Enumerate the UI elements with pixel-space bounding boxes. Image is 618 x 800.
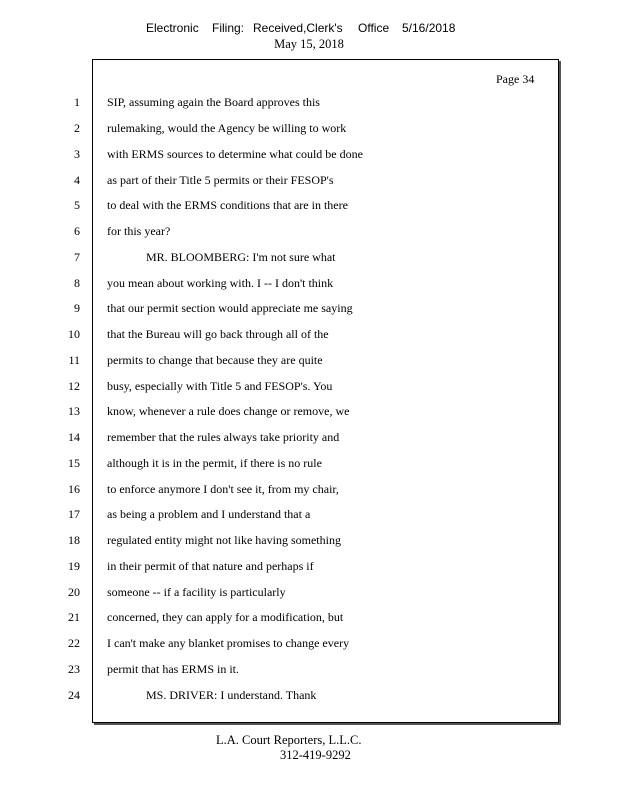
stamp-word-filing: Filing:	[212, 21, 245, 35]
line-number: 2	[74, 121, 80, 135]
transcript-line: permit that has ERMS in it.	[107, 662, 239, 676]
line-number: 17	[68, 507, 80, 521]
line-number: 22	[68, 636, 80, 650]
line-number: 15	[68, 456, 80, 470]
filing-stamp	[0, 20, 618, 36]
transcript-line: for this year?	[107, 224, 171, 238]
stamp-word-received: Received,Clerk's	[253, 21, 343, 35]
line-number: 3	[74, 147, 80, 161]
transcript-line: concerned, they can apply for a modification, but	[107, 610, 344, 624]
transcript-line: regulated entity might not like having something	[107, 533, 341, 547]
transcript-line: remember that the rules always take priority and	[107, 430, 340, 444]
transcript-line: to deal with the ERMS conditions that are in there	[107, 198, 348, 212]
line-number: 6	[74, 224, 80, 238]
transcript-line: busy, especially with Title 5 and FESOP's. You	[107, 379, 333, 393]
transcript-line: know, whenever a rule does change or remove, we	[107, 404, 350, 418]
line-number: 19	[68, 559, 80, 573]
transcript-line: as being a problem and I understand that a	[107, 507, 311, 521]
page-number: Page 34	[496, 72, 535, 86]
line-number: 11	[68, 353, 80, 367]
transcript-line: rulemaking, would the Agency be willing to work	[107, 121, 347, 135]
line-number: 20	[68, 585, 80, 599]
line-number: 7	[74, 250, 80, 264]
transcript-line: someone -- if a facility is particularly	[107, 585, 286, 599]
line-number: 14	[68, 430, 80, 444]
line-number: 18	[68, 533, 80, 547]
transcript-line: SIP, assuming again the Board approves this	[107, 95, 320, 109]
transcript-line-speaker: MS. DRIVER: I understand. Thank	[146, 688, 317, 702]
court-reporter-company: L.A. Court Reporters, L.L.C.	[216, 733, 362, 747]
stamp-date: 5/16/2018	[402, 21, 456, 35]
stamp-word-office: Office	[358, 21, 390, 35]
transcript-line: I can't make any blanket promises to change every	[107, 636, 350, 650]
line-number: 23	[68, 662, 80, 676]
transcript-line: as part of their Title 5 permits or their FESOP's	[107, 173, 334, 187]
court-reporter-phone: 312-419-9292	[280, 748, 351, 762]
line-number: 1	[74, 95, 80, 109]
transcript-line: to enforce anymore I don't see it, from my chair,	[107, 482, 339, 496]
line-number: 4	[74, 173, 80, 187]
transcript-line: that our permit section would appreciate me saying	[107, 301, 353, 315]
transcript-line: in their permit of that nature and perhaps if	[107, 559, 314, 573]
line-number: 12	[68, 379, 80, 393]
transcript-line: that the Bureau will go back through all of the	[107, 327, 329, 341]
transcript-date: May 15, 2018	[274, 37, 344, 51]
line-number: 16	[68, 482, 80, 496]
line-number: 24	[68, 688, 80, 702]
stamp-word-electronic: Electronic	[146, 21, 199, 35]
transcript-line-speaker: MR. BLOOMBERG: I'm not sure what	[146, 250, 336, 264]
line-number: 21	[68, 610, 80, 624]
line-number: 9	[74, 301, 80, 315]
transcript-line: you mean about working with. I -- I don't think	[107, 276, 334, 290]
line-number: 8	[74, 276, 80, 290]
line-number: 5	[74, 198, 80, 212]
transcript-line: with ERMS sources to determine what could be done	[107, 147, 363, 161]
transcript-line: permits to change that because they are quite	[107, 353, 323, 367]
transcript-line: although it is in the permit, if there is no rule	[107, 456, 322, 470]
line-number: 13	[68, 404, 80, 418]
line-number: 10	[68, 327, 80, 341]
